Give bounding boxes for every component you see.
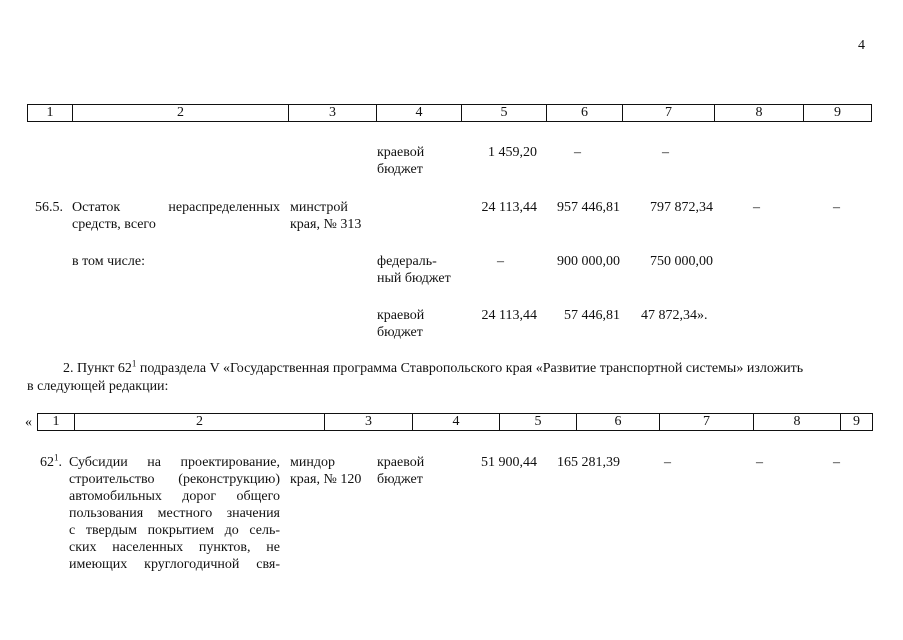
table2-row-col9: – [833,455,840,470]
page-number: 4 [858,38,865,53]
table2-header-col9: 9 [853,414,860,429]
table2-row-number: $62^1$. [40,452,62,470]
paragraph-line1: 2. Пункт $62^1$ подраздела V «Государственная программа Ставропольского края «Развитие транспортной системы» изложить [63,358,804,376]
table1-header-col6: 6 [581,105,588,120]
row-d-source: краевой бюджет [377,308,425,340]
table2-header-col3: 3 [365,414,372,429]
row-b-col6: 957 446,81 [557,200,620,215]
table2-row-executor: миндор края, № 120 [290,455,362,487]
table1-header-col5: 5 [500,105,508,120]
row-b-number: 56.5. [35,200,63,215]
table2-row-col5: 51 900,44 [481,455,537,470]
row-b-executor: минстрой края, № 313 [290,200,362,232]
table1-header-col4: 4 [415,105,423,120]
row-b-col7: 797 872,34 [650,200,713,215]
table2-row-col7: – [664,455,671,470]
table2-header-col4: 4 [452,414,460,429]
table2-header-col6: 6 [614,414,622,429]
row-a-source: краевой бюджет [377,145,425,177]
table1-header-col9: 9 [834,105,841,120]
table1-header-col1: 1 [46,105,54,120]
row-b-description: Остаток нераспределенных средств, всего [72,200,280,232]
table2-header-col5: 5 [534,414,542,429]
row-d-col5: 24 113,44 [481,308,537,323]
table2-open-quote: « [25,415,32,430]
row-b-col5: 24 113,44 [481,200,537,215]
table2-header-col1: 1 [52,414,60,429]
row-b-col8: – [753,200,760,215]
table2-row-source: краевой бюджет [377,455,425,487]
table2-header-col7: 7 [703,414,710,429]
table1-header-col7: 7 [665,105,672,120]
row-c-source: федераль- ный бюджет [377,254,451,286]
table1-header-col2: 2 [177,105,184,120]
row-a-col5: 1 459,20 [488,145,537,160]
table2-header [37,413,873,431]
row-b-col9: – [833,200,840,215]
row-c-col6: 900 000,00 [557,254,620,269]
row-c-description: в том числе: [72,254,145,269]
row-a-col6: – [574,145,581,160]
paragraph-line2: в следующей редакции: [27,379,169,394]
table2-header-col8: 8 [793,414,801,429]
table1-header-col3: 3 [329,105,336,120]
table2-row-description: Субсидии на проектирование, строительство (реконструкцию) автомобильных дорог общего пользования местного значения с твердым покрытием до сель- ских населенных пунктов, не имеющих круглогодичной свя- [69,455,280,572]
table2-row-col6: 165 281,39 [557,455,620,470]
table1-header-col8: 8 [755,105,763,120]
table1-header [27,104,872,122]
row-c-col5: – [497,254,504,269]
row-a-col7: – [662,145,669,160]
row-d-col7: 47 872,34». [641,308,708,323]
row-d-col6: 57 446,81 [564,308,620,323]
row-c-col7: 750 000,00 [650,254,713,269]
table2-row-col8: – [756,455,763,470]
table2-header-col2: 2 [196,414,203,429]
